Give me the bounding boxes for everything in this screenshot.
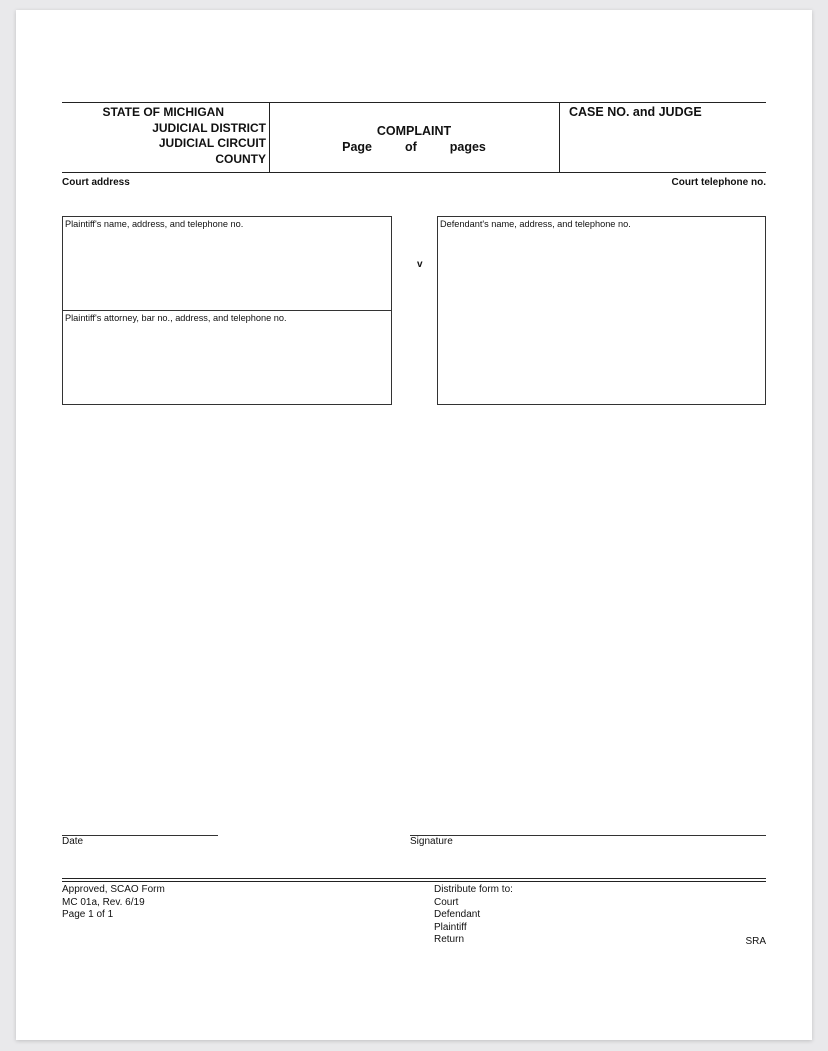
distribute-item: Defendant [434, 909, 481, 920]
page-word: Page [342, 140, 372, 154]
distribution-list [434, 884, 513, 947]
defendant-box[interactable] [437, 216, 766, 405]
court-address-label: Court address [62, 177, 130, 188]
court-info [76, 105, 266, 168]
header-divider-left [269, 103, 270, 173]
plaintiff-attorney-box[interactable] [62, 310, 392, 405]
form-number-line: MC 01a, Rev. 6/19 [62, 896, 145, 908]
distribute-label: Distribute form to: [434, 884, 513, 895]
form-code: SRA [745, 936, 766, 947]
header-top-rule [62, 102, 766, 103]
distribute-item: Return [434, 934, 465, 945]
judicial-district-field[interactable]: JUDICIAL DISTRICT [152, 120, 266, 135]
signature-line[interactable] [410, 835, 766, 836]
of-word: of [404, 140, 417, 154]
complaint-body-area[interactable] [62, 418, 766, 818]
pages-word: pages [449, 140, 486, 154]
versus-label: v [417, 259, 423, 270]
form-approval-info [62, 884, 165, 922]
page-info-line: Page 1 of 1 [62, 909, 114, 920]
signature-label: Signature [410, 836, 453, 847]
plaintiff-box-label: Plaintiff's name, address, and telephone no. [65, 219, 244, 229]
footer-rule-top [62, 878, 766, 879]
approval-line: Approved, SCAO Form [62, 884, 165, 895]
court-telephone-label: Court telephone no. [671, 177, 766, 188]
date-label: Date [62, 836, 84, 847]
header-divider-right [559, 103, 560, 173]
county-field[interactable]: COUNTY [215, 152, 266, 167]
distribute-item: Plaintiff [434, 921, 467, 933]
state-label: STATE OF MICHIGAN [102, 105, 224, 119]
form-sheet [16, 10, 812, 1040]
form-title: COMPLAINT [376, 124, 452, 138]
header-bottom-rule [62, 172, 766, 173]
case-number-label: CASE NO. and JUDGE [569, 105, 702, 119]
plaintiff-attorney-box-label: Plaintiff's attorney, bar no., address, and telephone no. [65, 313, 287, 323]
case-number-field[interactable] [562, 122, 764, 170]
footer-rule-bottom [62, 881, 766, 882]
date-line[interactable] [62, 835, 218, 836]
distribute-item: Court [434, 896, 459, 908]
defendant-box-label: Defendant's name, address, and telephone no. [440, 219, 631, 229]
judicial-circuit-field[interactable]: JUDICIAL CIRCUIT [158, 136, 266, 151]
page-count-row [270, 140, 558, 154]
plaintiff-box[interactable] [62, 216, 392, 311]
